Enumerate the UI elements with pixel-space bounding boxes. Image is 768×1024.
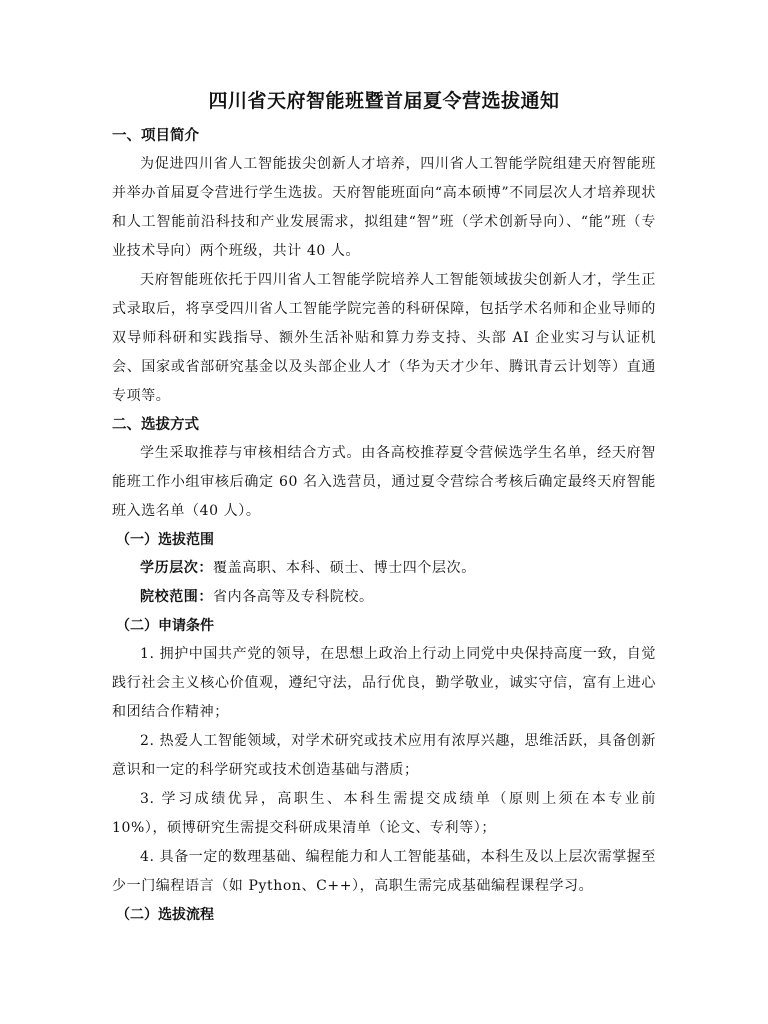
schools-value: 省内各高等及专科院校。 xyxy=(213,589,374,605)
section-heading-selection: 二、选拔方式 xyxy=(112,417,199,433)
page-title: 四川省天府智能班暨首届夏令营选拔通知 xyxy=(208,90,560,112)
condition-4: 4. 具备一定的数理基础、编程能力和人工智能基础，本科生及以上层次需掌握至少一门编程语言（如 Python、C++），高职生需完成基础编程课程学习。 xyxy=(112,849,657,894)
intro-paragraph-1: 为促进四川省人工智能拔尖创新人才培养，四川省人工智能学院组建天府智能班并举办首届夏令营进行学生选拔。天府智能班面向“高本硕博”不同层次人才培养现状和人工智能前沿科技和产业发展需求，拟组建“智”班（学术创新导向）、“能”班（专业技术导向）两个班级，共计 40 人。 xyxy=(112,156,656,259)
subheading-process: （二）选拔流程 xyxy=(116,907,214,923)
education-value: 覆盖高职、本科、硕士、博士四个层次。 xyxy=(213,560,476,576)
education-label: 学历层次： xyxy=(140,560,213,576)
selection-paragraph: 学生采取推荐与审核相结合方式。由各高校推荐夏令营候选学生名单，经天府智能班工作小组审核后确定 60 名入选营员，通过夏令营综合考核后确定最终天府智能班入选名单（40 人）。 xyxy=(112,445,656,519)
condition-3: 3. 学习成绩优异，高职生、本科生需提交成绩单（原则上须在本专业前 10%），硕博研究生需提交科研成果清单（论文、专利等）； xyxy=(112,791,656,836)
scope-schools xyxy=(112,583,656,612)
subheading-scope: （一）选拔范围 xyxy=(116,532,214,548)
subheading-conditions: （二）申请条件 xyxy=(116,618,214,634)
scope-education-level xyxy=(112,554,656,583)
condition-2: 2. 热爱人工智能领域，对学术研究或技术应用有浓厚兴趣，思维活跃，具备创新意识和一定的科学研究或技术创造基础与潜质； xyxy=(112,733,657,778)
section-heading-intro: 一、项目简介 xyxy=(112,128,199,144)
condition-1: 1. 拥护中国共产党的领导，在思想上政治上行动上同党中央保持高度一致，自觉践行社会主义核心价值观，遵纪守法，品行优良，勤学敬业，诚实守信，富有上进心和团结合作精神； xyxy=(112,646,657,720)
schools-label: 院校范围： xyxy=(140,589,213,605)
intro-paragraph-2: 天府智能班依托于四川省人工智能学院培养人工智能领域拔尖创新人才，学生正式录取后，将享受四川省人工智能学院完善的科研保障，包括学术名师和企业导师的双导师科研和实践指导、额外生活补贴和算力券支持、头部 AI 企业实习与认证机会、国家或省部研究基金以及头部企业人才（华为天才少年、腾讯青云计划等）直通专项等。 xyxy=(112,272,656,404)
